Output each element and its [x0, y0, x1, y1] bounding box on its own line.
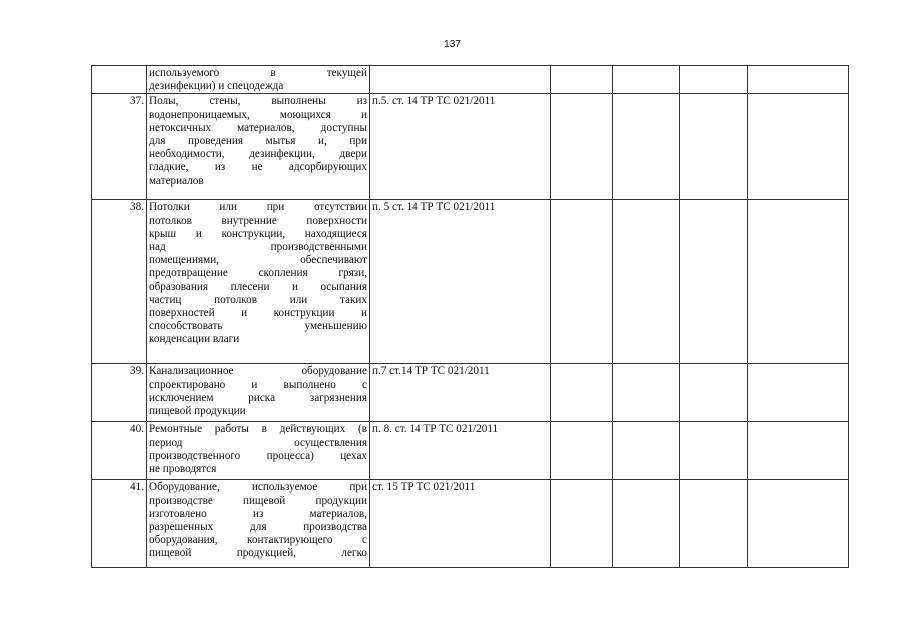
empty-cell	[613, 364, 680, 422]
requirement-line: производстве пищевой продукции	[149, 494, 367, 507]
row-number: 37.	[92, 94, 147, 200]
empty-cell	[680, 422, 748, 480]
requirement-line: водонепроницаемых, моющихся и	[149, 108, 367, 121]
regulation-reference: п.7 ст.14 ТР ТС 021/2011	[370, 364, 551, 422]
requirement-line: гладкие, из не адсорбирующих	[149, 161, 367, 174]
empty-cell	[551, 422, 613, 480]
requirement-line: над производственными	[149, 241, 367, 254]
requirement-line: спроектировано и выполнено с	[149, 378, 367, 391]
page-number: 137	[444, 39, 461, 50]
empty-cell	[748, 200, 849, 364]
empty-cell	[680, 364, 748, 422]
empty-cell	[613, 422, 680, 480]
table-row	[92, 480, 849, 568]
requirement-line: пищевой продукции	[149, 405, 246, 418]
requirement-line: нетоксичных материалов, доступны	[149, 121, 367, 134]
table-row	[92, 422, 849, 480]
requirement-line: исключением риска загрязнения	[149, 391, 367, 404]
empty-cell	[551, 200, 613, 364]
requirement-line: поверхностей и конструкции и	[149, 307, 367, 320]
empty-cell	[680, 480, 748, 568]
requirement-cell	[147, 480, 370, 568]
requirement-cell	[147, 94, 370, 200]
empty-cell	[613, 480, 680, 568]
requirement-line: оборудования, контактирующего с	[149, 534, 367, 547]
requirement-line: помещениями, обеспечивают	[149, 254, 367, 267]
row-number: 41.	[92, 480, 147, 568]
regulation-reference	[370, 66, 551, 94]
empty-cell	[613, 66, 680, 94]
empty-cell	[748, 364, 849, 422]
empty-cell	[551, 66, 613, 94]
requirement-line: Оборудование, используемое при	[149, 481, 367, 494]
empty-cell	[748, 94, 849, 200]
regulation-reference: п. 5 ст. 14 ТР ТС 021/2011	[370, 200, 551, 364]
requirement-line: способствовать уменьшению	[149, 320, 367, 333]
requirement-line: Канализационное оборудование	[149, 365, 367, 378]
requirement-line: частиц потолков или таких	[149, 293, 367, 306]
table-row	[92, 66, 849, 94]
empty-cell	[680, 200, 748, 364]
requirement-cell	[147, 66, 370, 94]
requirement-line: дезинфекции) и спецодежда	[149, 80, 284, 93]
requirement-line: конденсации влаги	[149, 333, 240, 346]
requirement-cell	[147, 364, 370, 422]
requirement-line: предотвращение скопления грязи,	[149, 267, 367, 280]
regulation-reference: ст. 15 ТР ТС 021/2011	[370, 480, 551, 568]
requirement-line: образования плесени и осыпания	[149, 280, 367, 293]
table-row	[92, 200, 849, 364]
regulation-reference: п. 8. ст. 14 ТР ТС 021/2011	[370, 422, 551, 480]
requirement-line: разрешенных для производства	[149, 521, 367, 534]
requirement-line: изготовлено из материалов,	[149, 507, 367, 520]
requirement-line: не проводятся	[149, 463, 217, 476]
requirement-line: необходимости, дезинфекции, двери	[149, 148, 367, 161]
empty-cell	[748, 422, 849, 480]
empty-cell	[551, 480, 613, 568]
table-row	[92, 364, 849, 422]
requirement-line: используемого в текущей	[149, 67, 367, 79]
requirement-cell	[147, 422, 370, 480]
requirement-line: пищевой продукцией, легко	[149, 547, 367, 560]
regulation-reference: п.5. ст. 14 ТР ТС 021/2011	[370, 94, 551, 200]
requirement-line: для проведения мытья и, при	[149, 135, 367, 148]
empty-cell	[613, 94, 680, 200]
empty-cell	[680, 66, 748, 94]
requirement-line: период осуществления	[149, 436, 367, 449]
requirement-line: материалов	[149, 174, 204, 187]
requirement-line: Потолки или при отсутствии	[149, 201, 367, 214]
empty-cell	[613, 200, 680, 364]
empty-cell	[748, 480, 849, 568]
requirement-line: потолков внутренние поверхности	[149, 214, 367, 227]
empty-cell	[551, 364, 613, 422]
requirement-line: крыш и конструкции, находящиеся	[149, 227, 367, 240]
requirement-line: Полы, стены, выполнены из	[149, 95, 367, 108]
row-number	[92, 66, 147, 94]
empty-cell	[748, 66, 849, 94]
row-number: 38.	[92, 200, 147, 364]
empty-cell	[551, 94, 613, 200]
row-number: 39.	[92, 364, 147, 422]
requirement-cell	[147, 200, 370, 364]
row-number: 40.	[92, 422, 147, 480]
requirement-line: Ремонтные работы в действующих (в	[149, 423, 367, 436]
table-row	[92, 94, 849, 200]
requirement-line: производственного процесса) цехах	[149, 449, 367, 462]
empty-cell	[680, 94, 748, 200]
checklist-table	[91, 65, 849, 568]
